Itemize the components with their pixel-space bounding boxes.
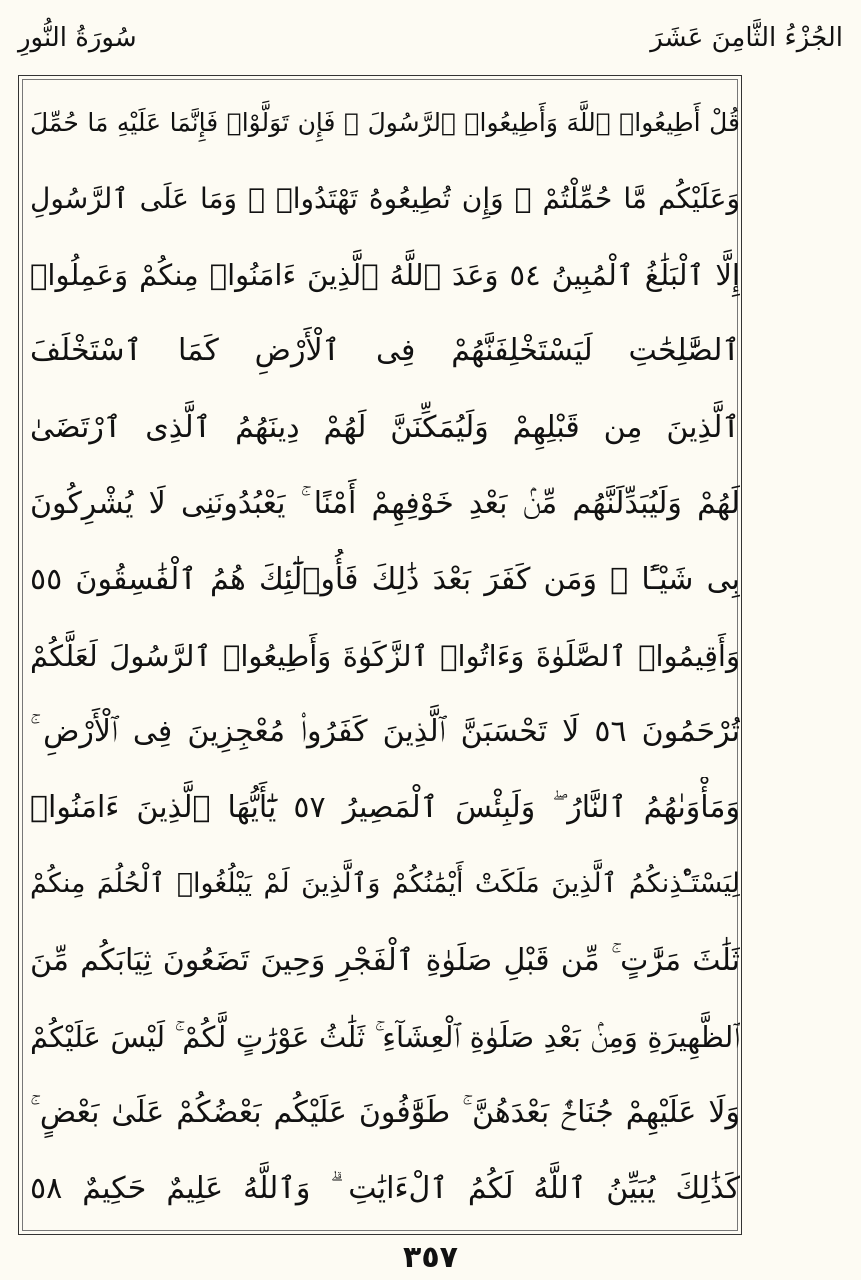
page-header: [18, 14, 843, 62]
verse-line: وَمَأْوَىٰهُمُ ٱلنَّارُ ۖ وَلَبِئْسَ ٱلْمَصِيرُ ٥٧ يَٰٓأَيُّهَا ٱلَّذِينَ ءَامَنُوا۟: [30, 790, 740, 826]
verse-block: [30, 92, 740, 1220]
verse-line: تُرْحَمُونَ ٥٦ لَا تَحْسَبَنَّ ٱلَّذِينَ كَفَرُوا۟ مُعْجِزِينَ فِى ٱلْأَرْضِ ۚ: [30, 714, 740, 750]
verse-line: وَأَقِيمُوا۟ ٱلصَّلَوٰةَ وَءَاتُوا۟ ٱلزَّكَوٰةَ وَأَطِيعُوا۟ ٱلرَّسُولَ لَعَلَّكُمْ: [30, 638, 740, 673]
verse-line: ثَلَٰثَ مَرَّٰتٍ ۚ مِّن قَبْلِ صَلَوٰةِ ٱلْفَجْرِ وَحِينَ تَضَعُونَ ثِيَابَكُم مِّنَ: [30, 942, 740, 978]
juz-title: الجُزْءُ الثَّامِنَ عَشَرَ: [650, 23, 843, 53]
verse-line: قُلْ أَطِيعُوا۟ ٱللَّهَ وَأَطِيعُوا۟ ٱلرَّسُولَ ۖ فَإِن تَوَلَّوْا۟ فَإِنَّمَا عَلَيْهِ مَا حُمِّلَ: [30, 108, 740, 137]
verse-line: ٱلظَّهِيرَةِ وَمِنۢ بَعْدِ صَلَوٰةِ ٱلْعِشَآءِ ۚ ثَلَٰثُ عَوْرَٰتٍ لَّكُمْ ۚ لَيْسَ عَلَيْكُمْ: [30, 1019, 740, 1054]
verse-line: لَهُمْ وَلَيُبَدِّلَنَّهُم مِّنۢ بَعْدِ خَوْفِهِمْ أَمْنًا ۚ يَعْبُدُونَنِى لَا يُشْرِكُونَ: [30, 485, 740, 521]
verse-line: ٱلَّذِينَ مِن قَبْلِهِمْ وَلَيُمَكِّنَنَّ لَهُمْ دِينَهُمُ ٱلَّذِى ٱرْتَضَىٰ: [30, 409, 740, 445]
verse-line: بِى شَيْـًٔا ۚ وَمَن كَفَرَ بَعْدَ ذَٰلِكَ فَأُو۟لَٰٓئِكَ هُمُ ٱلْفَٰسِقُونَ ٥٥: [30, 561, 740, 597]
verse-line: وَعَلَيْكُم مَّا حُمِّلْتُمْ ۖ وَإِن تُطِيعُوهُ تَهْتَدُوا۟ ۚ وَمَا عَلَى ٱلرَّسُولِ: [30, 182, 740, 216]
verse-line: إِلَّا ٱلْبَلَٰغُ ٱلْمُبِينُ ٥٤ وَعَدَ ٱللَّهُ ٱلَّذِينَ ءَامَنُوا۟ مِنكُمْ وَعَمِلُوا۟: [30, 258, 740, 293]
verse-line: كَذَٰلِكَ يُبَيِّنُ ٱللَّهُ لَكُمُ ٱلْءَايَٰتِ ۗ وَٱللَّهُ عَلِيمٌ حَكِيمٌ ٥٨: [30, 1170, 740, 1206]
verse-line: لِيَسْتَـْٔذِنكُمُ ٱلَّذِينَ مَلَكَتْ أَيْمَٰنُكُمْ وَٱلَّذِينَ لَمْ يَبْلُغُوا۟ ٱلْحُلُمَ مِنكُمْ: [30, 868, 740, 900]
verse-line: وَلَا عَلَيْهِمْ جُنَاحٌۢ بَعْدَهُنَّ ۚ طَوَّٰفُونَ عَلَيْكُم بَعْضُكُمْ عَلَىٰ بَعْضٍ ۚ: [30, 1094, 740, 1130]
page-number: ٣٥٧: [403, 1240, 458, 1275]
surah-title: سُورَةُ النُّورِ: [18, 23, 137, 53]
verse-line: ٱلصَّٰلِحَٰتِ لَيَسْتَخْلِفَنَّهُمْ فِى ٱلْأَرْضِ كَمَا ٱسْتَخْلَفَ: [30, 333, 740, 369]
